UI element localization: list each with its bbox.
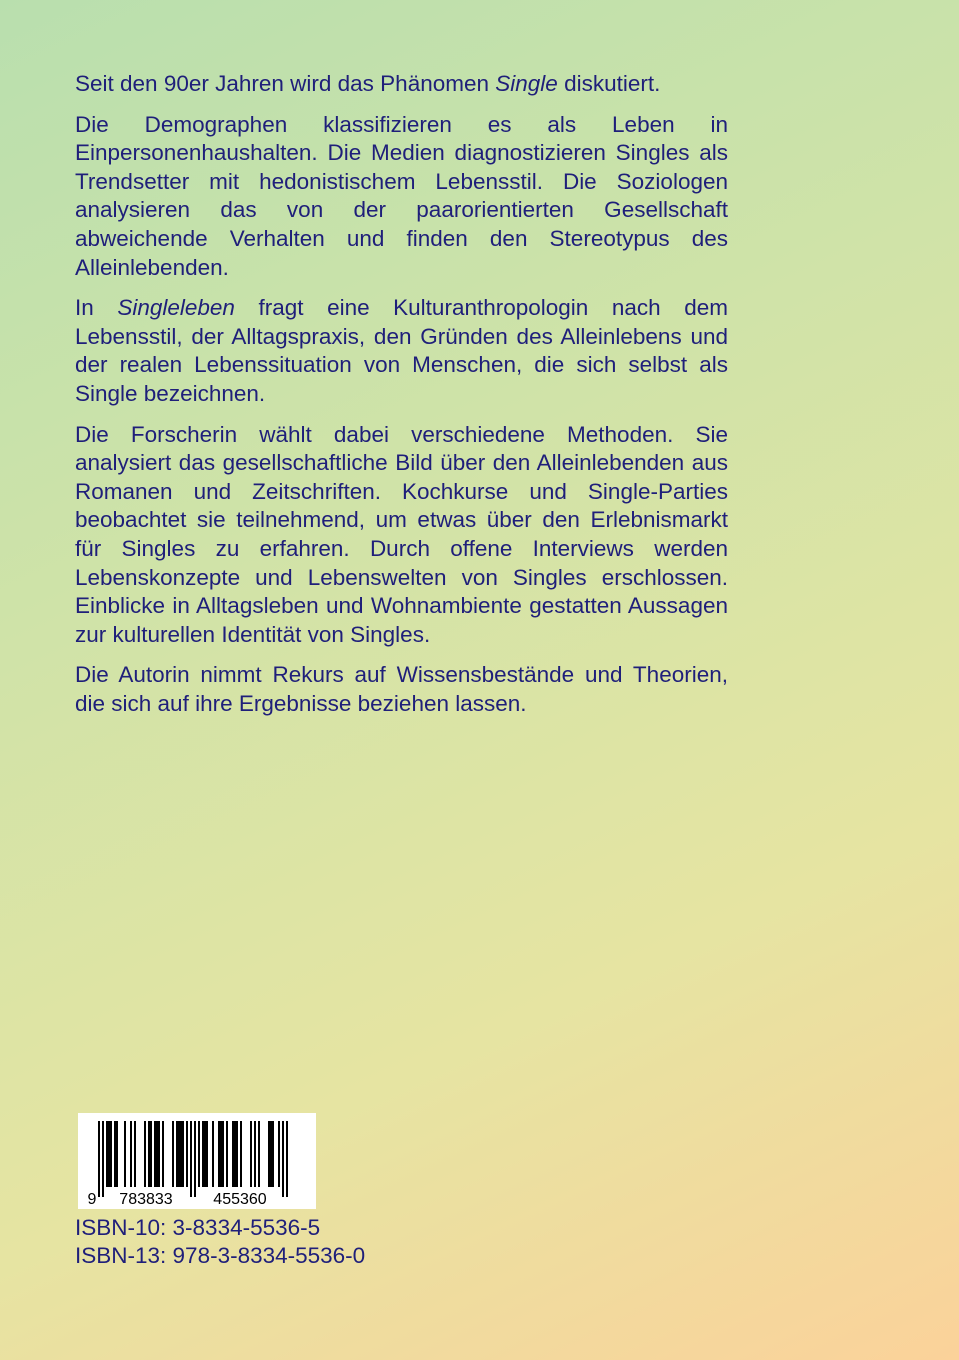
paragraph-text: Die Forscherin wählt dabei verschiedene Methoden. Sie analysiert das gesellschaftliche Bild über den Alleinlebenden aus Romanen und Zeitschriften. Kochkurse und Single-Parties beobachtet sie teilnehmend, um etwas über den Erlebnismarkt für Singles zu erfahren. Durch offene Interviews werden Lebenskonzepte und Lebenswelten von Singles erschlossen. Einblicke in Alltagsleben und Wohnambiente gestatten Aussagen zur kulturellen Identität von Singles. [75, 421, 728, 647]
barcode-bar [254, 1121, 256, 1187]
paragraph-text: diskutiert. [557, 71, 661, 96]
barcode-bar [102, 1121, 104, 1197]
barcode-bar [234, 1121, 236, 1187]
barcode-bar [178, 1121, 180, 1187]
barcode-bar [226, 1121, 228, 1187]
barcode-bar [182, 1121, 184, 1187]
italic-title-text: Single [495, 71, 558, 96]
barcode-bar [198, 1121, 200, 1187]
barcode-bar [176, 1121, 178, 1187]
barcode-bar [150, 1121, 152, 1187]
paragraph [75, 294, 728, 408]
paragraph [75, 661, 728, 718]
barcode-digits: 783833 [119, 1191, 173, 1208]
barcode-bar [220, 1121, 222, 1187]
barcode-bar [240, 1121, 242, 1187]
barcode-bar [222, 1121, 224, 1187]
paragraph-text: Die Demographen klassifizieren es als Leben in Einpersonenhaushalten. Die Medien diagnostizieren Singles als Trendsetter mit hedonistischem Lebensstil. Die Soziologen analysieren das von der paarorientierten Gesellschaft abweichende Verhalten und finden den Stereotypus des Alleinlebenden. [75, 111, 728, 280]
barcode-digits: 455360 [213, 1191, 267, 1208]
barcode-bar [180, 1121, 182, 1187]
barcode-bar [194, 1121, 196, 1197]
barcode-bar [272, 1121, 274, 1187]
barcode-bar [286, 1121, 288, 1197]
barcode-bar [116, 1121, 118, 1187]
barcode-bar [218, 1121, 220, 1187]
paragraph-text: Die Autorin nimmt Rekurs auf Wissensbestände und Theorien, die sich auf ihre Ergebnisse beziehen lassen. [75, 662, 728, 716]
barcode-bar [130, 1121, 132, 1187]
barcode-bar [172, 1121, 174, 1187]
barcode-bar [282, 1121, 284, 1197]
isbn-13-label: ISBN-13: 978-3-8334-5536-0 [75, 1243, 366, 1268]
barcode-bar [202, 1121, 204, 1187]
barcode-digits: 9 [87, 1191, 97, 1208]
barcode-bar [110, 1121, 112, 1187]
barcode-bar [114, 1121, 116, 1187]
barcode-bar [270, 1121, 272, 1187]
italic-title-text: Singleleben [117, 295, 235, 321]
barcode-bar [250, 1121, 252, 1187]
barcode-bar [106, 1121, 108, 1187]
paragraph [75, 70, 728, 99]
barcode-bar [236, 1121, 238, 1187]
barcode-bar [162, 1121, 164, 1187]
barcode-bar [156, 1121, 158, 1187]
barcode-bar [268, 1121, 270, 1187]
paragraph-text: fragt eine Kulturanthropologin nach dem Lebensstil, der Alltagspraxis, den Gründen des Alleinlebens und der realen Lebenssituation von Menschen, die sich selbst als Single bezeichnen. [75, 295, 728, 406]
barcode-bar [158, 1121, 160, 1187]
barcode-bar [108, 1121, 110, 1187]
paragraph-text: In [75, 295, 118, 321]
isbn-barcode [78, 1113, 316, 1209]
paragraph [75, 111, 728, 283]
barcode-bar [124, 1121, 126, 1187]
barcode-graphic [78, 1113, 316, 1209]
barcode-bar [190, 1121, 192, 1197]
barcode-bar [144, 1121, 146, 1187]
barcode-bar [206, 1121, 208, 1187]
barcode-bar [212, 1121, 214, 1187]
barcode-bar [154, 1121, 156, 1187]
isbn-10-label: ISBN-10: 3-8334-5536-5 [75, 1215, 321, 1240]
barcode-bar [98, 1121, 100, 1197]
barcode-bar [204, 1121, 206, 1187]
barcode-bar [134, 1121, 136, 1187]
barcode-bar [258, 1121, 260, 1187]
paragraph [75, 421, 728, 650]
paragraph-text: Seit den 90er Jahren wird das Phänomen [75, 71, 496, 96]
barcode-bar [278, 1121, 280, 1187]
barcode-bar [148, 1121, 150, 1187]
blurb-text [75, 70, 728, 730]
barcode-bar [232, 1121, 234, 1187]
barcode-bar [186, 1121, 188, 1187]
